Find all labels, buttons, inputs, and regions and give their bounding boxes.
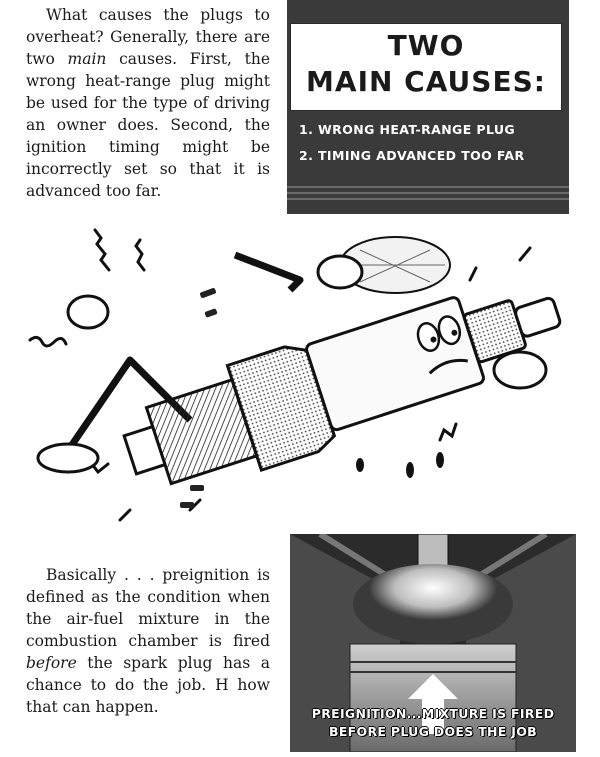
bottom-text-2: the spark plug has a chance to do the job. H how that can happen. [26, 654, 270, 716]
combustion-chamber-photo [290, 534, 576, 752]
intro-paragraph [26, 4, 270, 202]
fan-hand [318, 256, 362, 288]
photo-caption-line-2: BEFORE PLUG DOES THE JOB [329, 724, 537, 739]
sweat-drops [356, 452, 444, 478]
intro-text-2: causes. First, the wrong heat-range plug might be used for the type of driving an owner does. Second, the ignition timing might be incorrectly set so that it is advanced too far. [26, 50, 270, 200]
causes-title [291, 24, 561, 100]
bottom-paragraph [26, 564, 270, 718]
lower-hand [494, 352, 546, 388]
cause-item-2: 2. TIMING ADVANCED TOO FAR [299, 148, 525, 163]
left-glove [68, 296, 108, 328]
two-main-causes-box [287, 0, 569, 214]
box-stripe [287, 198, 569, 200]
bottom-emphasis: before [26, 654, 77, 672]
overheating-spark-plug-cartoon [0, 220, 600, 540]
intro-emphasis: main [67, 50, 107, 68]
left-hand [38, 444, 98, 472]
causes-title-line-1: TWO [387, 29, 465, 62]
bottom-text-1: Basically . . . preignition is defined as the condition when the air-fuel mixture in the combustion chamber is fired [26, 566, 270, 650]
right-arm [235, 255, 300, 290]
box-stripe [287, 186, 569, 188]
box-stripe [287, 192, 569, 194]
cause-item-1: 1. WRONG HEAT-RANGE PLUG [299, 122, 516, 137]
causes-title-line-2: MAIN CAUSES: [306, 65, 546, 98]
causes-title-panel [291, 24, 561, 110]
intro-text-1: What causes the plugs to overheat? Generally, there are two [26, 6, 270, 68]
photo-caption-line-1: PREIGNITION...MIXTURE IS FIRED [311, 706, 555, 721]
